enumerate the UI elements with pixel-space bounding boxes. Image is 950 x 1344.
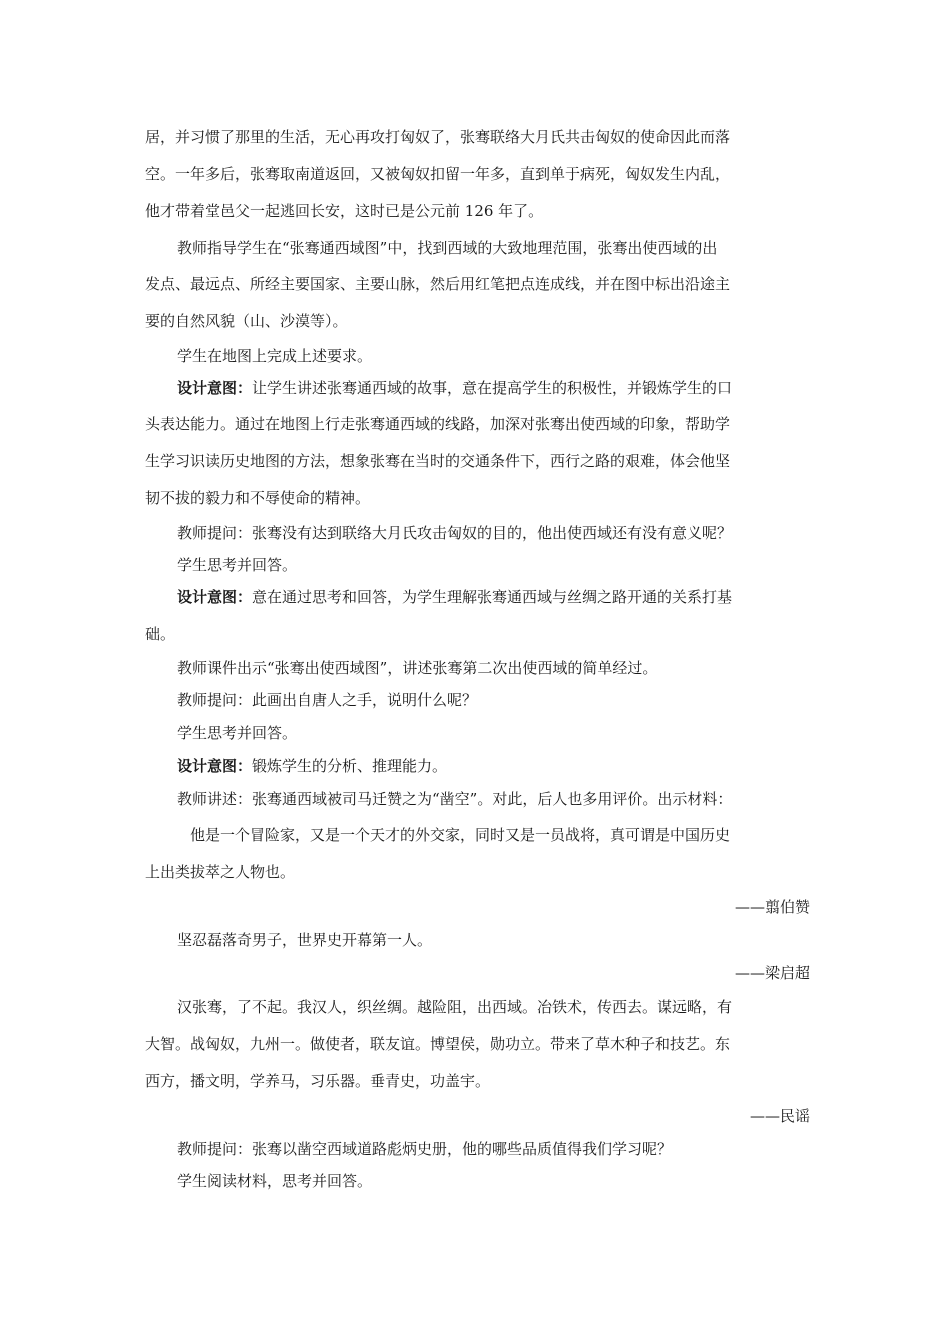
text-line: 意在通过思考和回答，为学生理解张骞通西域与丝绸之路开通的关系打基 xyxy=(252,588,733,606)
quote-line: 他是一个冒险家，又是一个天才的外交家，同时又是一员战将，真可谓是中国历史 xyxy=(190,826,731,844)
design-intent-label: 设计意图： xyxy=(177,379,253,397)
design-intent-label: 设计意图： xyxy=(177,757,253,775)
text-line: 教师提问：张骞没有达到联络大月氏攻击匈奴的目的，他出使西域还有没有意义呢？ xyxy=(177,524,733,542)
text-line: 教师讲述：张骞通西域被司马迁赞之为“凿空”。对此，后人也多用评价。出示材料： xyxy=(177,790,733,808)
text-line: 学生阅读材料，思考并回答。 xyxy=(177,1172,373,1190)
text-line: 他才带着堂邑父一起逃回长安，这时已是公元前 126 年了。 xyxy=(145,202,544,220)
quote-line: 大智。战匈奴，九州一。做使者，联友谊。博望侯，勋功立。带来了草木种子和技艺。东 xyxy=(145,1035,731,1053)
text-line: 空。一年多后，张骞取南道返回，又被匈奴扣留一年多，直到单于病死，匈奴发生内乱， xyxy=(145,165,731,183)
text-line: 教师提问：此画出自唐人之手，说明什么呢？ xyxy=(177,691,478,709)
text-line: 础。 xyxy=(145,625,176,643)
quote-attribution: ——梁启超 xyxy=(734,964,810,982)
text-line: 学生在地图上完成上述要求。 xyxy=(177,347,373,365)
text-line: 头表达能力。通过在地图上行走张骞通西域的线路，加深对张骞出使西域的印象，帮助学 xyxy=(145,415,731,433)
text-line: 要的自然风貌（山、沙漠等）。 xyxy=(145,312,348,330)
design-intent-line xyxy=(177,756,810,776)
quote-line: 坚忍磊落奇男子，世界史开幕第一人。 xyxy=(177,931,433,949)
quote-attribution: ——民谣 xyxy=(749,1107,810,1125)
quote-attribution: ——翦伯赞 xyxy=(734,898,810,916)
text-line: 让学生讲述张骞通西域的故事，意在提高学生的积极性，并锻炼学生的口 xyxy=(252,379,733,397)
design-intent-line xyxy=(177,587,810,607)
text-line: 教师课件出示“张骞出使西域图”，讲述张骞第二次出使西域的简单经过。 xyxy=(177,659,658,677)
text-line: 学生思考并回答。 xyxy=(177,724,298,742)
text-line: 教师指导学生在“张骞通西域图”中，找到西域的大致地理范围，张骞出使西域的出 xyxy=(177,239,718,257)
text-line: 锻炼学生的分析、推理能力。 xyxy=(252,757,448,775)
design-intent-label: 设计意图： xyxy=(177,588,253,606)
text-line: 发点、最远点、所经主要国家、主要山脉，然后用红笔把点连成线，并在图中标出沿途主 xyxy=(145,275,731,293)
text-line: 居，并习惯了那里的生活，无心再攻打匈奴了，张骞联络大月氏共击匈奴的使命因此而落 xyxy=(145,128,731,146)
text-line: 教师提问：张骞以凿空西域道路彪炳史册，他的哪些品质值得我们学习呢？ xyxy=(177,1140,673,1158)
quote-line: 汉张骞，了不起。我汉人，织丝绸。越险阻，出西域。冶铁术，传西去。谋远略，有 xyxy=(177,998,733,1016)
text-line: 学生思考并回答。 xyxy=(177,556,298,574)
quote-line: 上出类拔萃之人物也。 xyxy=(145,863,296,881)
quote-line: 西方，播文明，学养马，习乐器。垂青史，功盖宇。 xyxy=(145,1072,491,1090)
text-line: 韧不拔的毅力和不辱使命的精神。 xyxy=(145,489,371,507)
text-line: 生学习识读历史地图的方法，想象张骞在当时的交通条件下，西行之路的艰难，体会他坚 xyxy=(145,452,731,470)
design-intent-line xyxy=(177,378,810,398)
